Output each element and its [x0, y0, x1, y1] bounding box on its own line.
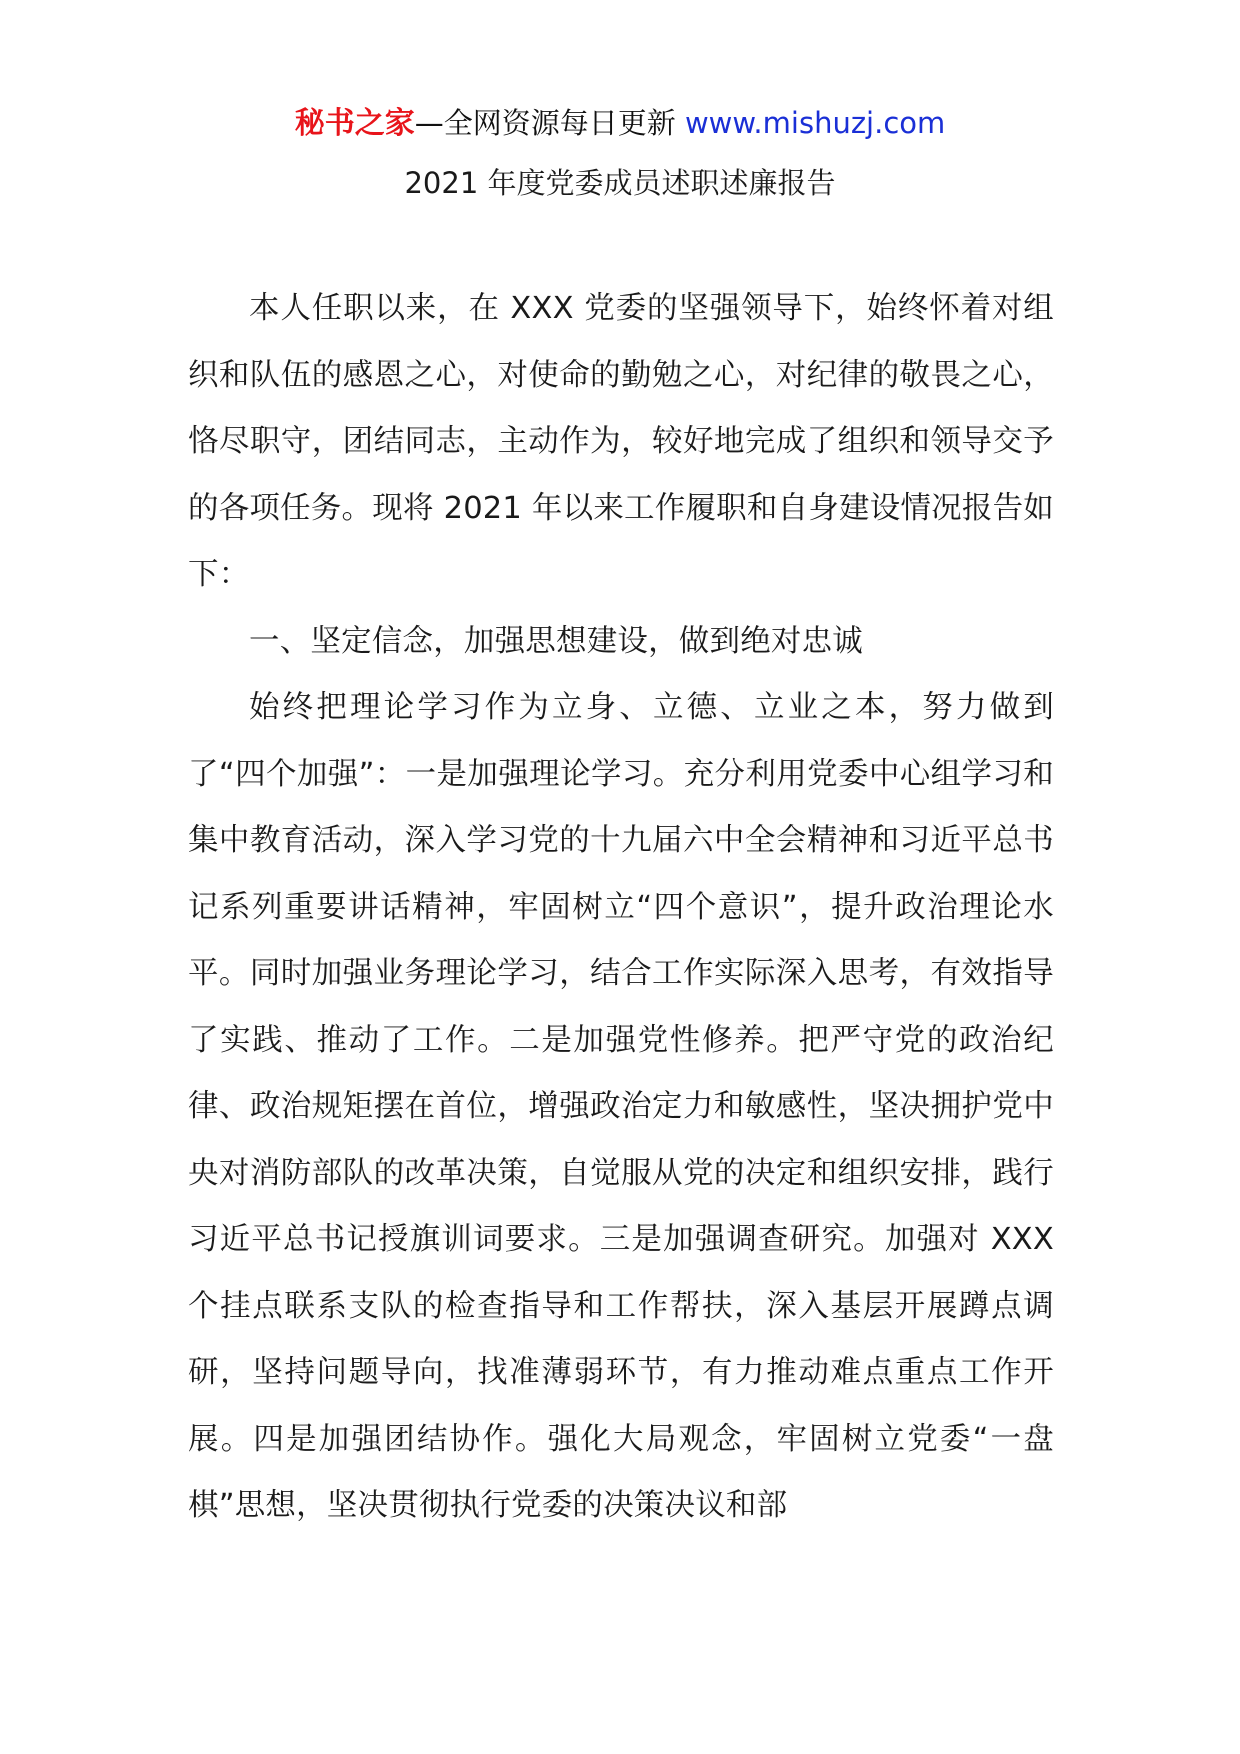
intro-paragraph: 本人任职以来，在 XXX 党委的坚强领导下，始终怀着对组织和队伍的感恩之心，对使命的勤勉之心，对纪律的敬畏之心，恪尽职守，团结同志，主动作为，较好地完成了组织和领导交予的各项任务。现将 2021 年以来工作履职和自身建设情况报告如下： — [188, 291, 1054, 592]
brand-name: 秘书之家 — [294, 106, 415, 141]
site-header — [0, 103, 1240, 144]
section-heading: 一、坚定信念，加强思想建设，做到绝对忠诚 — [249, 623, 863, 659]
document-body — [188, 276, 1054, 1540]
brand-slogan: —全网资源每日更新 — [414, 106, 685, 140]
document-title: 2021 年度党委成员述职述廉报告 — [404, 166, 836, 200]
site-url-link[interactable]: www.mishuzj.com — [684, 106, 946, 140]
body-paragraph: 始终把理论学习作为立身、立德、立业之本，努力做到了“四个加强”：一是加强理论学习。充分利用党委中心组学习和集中教育活动，深入学习党的十九届六中全会精神和习近平总书记系列重要讲话精神，牢固树立“四个意识”，提升政治理论水平。同时加强业务理论学习，结合工作实际深入思考，有效指导了实践、推动了工作。二是加强党性修养。把严守党的政治纪律、政治规矩摆在首位，增强政治定力和敏感性，坚决拥护党中央对消防部队的改革决策，自觉服从党的决定和组织安排，践行习近平总书记授旗训词要求。三是加强调查研究。加强对 XXX 个挂点联系支队的检查指导和工作帮扶，深入基层开展蹲点调研，坚持问题导向，找准薄弱环节，有力推动难点重点工作开展。四是加强团结协作。强化大局观念，牢固树立党委“一盘棋”思想，坚决贯彻执行党委的决策决议和部 — [188, 690, 1054, 1523]
